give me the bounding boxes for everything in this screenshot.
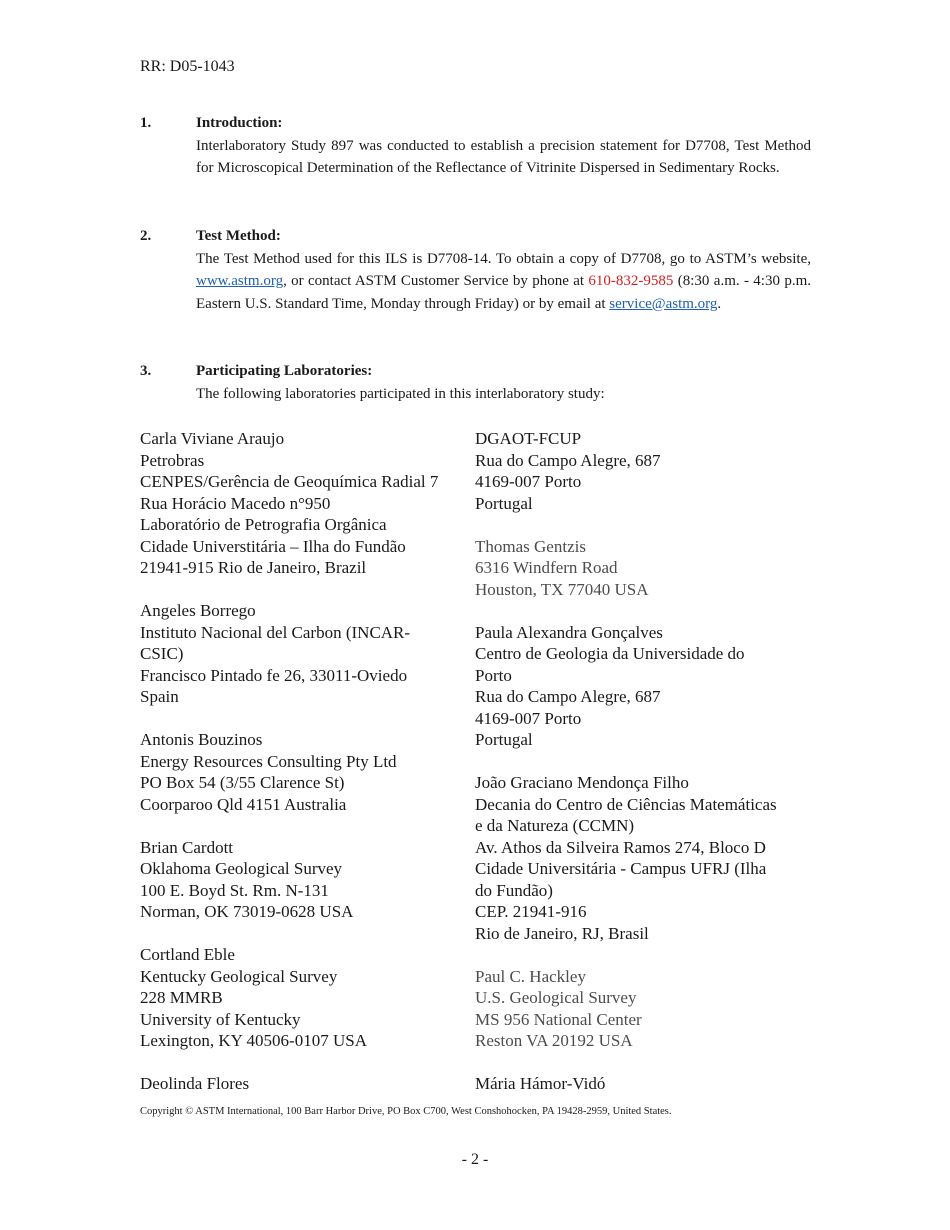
laboratory-contact-name: Antonis Bouzinos (140, 730, 263, 749)
address-line: 100 E. Boyd St. Rm. N-131 (140, 880, 329, 900)
address-line: Francisco Pintado fe 26, 33011-Oviedo (140, 665, 408, 685)
laboratory-address (475, 428, 815, 514)
address-line: Decania do Centro de Ciências Matemáticas (475, 794, 777, 814)
laboratory-address (140, 729, 470, 815)
laboratory-contact-name: Mária Hámor-Vidó (475, 1074, 606, 1093)
laboratory-contact-name: Thomas Gentzis (475, 536, 586, 556)
section-title: Participating Laboratories: (196, 363, 373, 379)
address-line: Oklahoma Geological Survey (140, 859, 343, 878)
address-line: Reston VA 20192 USA (475, 1031, 633, 1050)
laboratory-contact-name: Paul C. Hackley (475, 966, 586, 986)
address-line: 6316 Windfern Road (475, 558, 618, 577)
laboratory-contact-name: Carla Viviane Araujo (140, 429, 285, 448)
page-number: - 2 - (461, 1151, 489, 1168)
laboratory-contact-name: Angeles Borrego (140, 601, 256, 620)
address-line: e da Natureza (CCMN) (475, 816, 635, 835)
address-line: Energy Resources Consulting Pty Ltd (140, 751, 397, 771)
address-line: Laboratório de Petrografia Orgânica (140, 515, 387, 534)
address-line: 21941-915 Rio de Janeiro, Brazil (140, 558, 367, 577)
address-line: Portugal (475, 730, 533, 749)
address-line: Centro de Geologia da Universidade do (475, 644, 745, 663)
address-line: CENPES/Gerência de Geoquímica Radial 7 (140, 472, 439, 491)
copyright-notice: Copyright © ASTM International, 100 Barr Harbor Drive, PO Box C700, West Conshohocken, PA 19428-2959, United States. (140, 1106, 672, 1117)
address-line: University of Kentucky (140, 1009, 301, 1029)
address-line: Houston, TX 77040 USA (475, 579, 649, 599)
address-line: CEP. 21941-916 (475, 902, 587, 921)
address-line: 228 MMRB (140, 988, 223, 1007)
section-title: Test Method: (196, 228, 281, 244)
address-line: Rua Horácio Macedo n°950 (140, 493, 331, 513)
text-part: The Test Method used for this ILS is D7708-14. To obtain a copy of D7708, go to ASTM’s website, (196, 250, 811, 267)
address-line: CSIC) (140, 644, 184, 663)
section-text: Interlaboratory Study 897 was conducted to establish a precision statement for D7708, Test Method for Microscopical Determination of the Reflectance of Vitrinite Dispersed in Sedimentary Rocks. (196, 137, 811, 176)
address-line: Rua do Campo Alegre, 687 (475, 687, 661, 706)
section-introduction (140, 112, 811, 180)
address-line: Cidade Universitária - Campus UFRJ (Ilha (475, 859, 767, 878)
address-line: Coorparoo Qld 4151 Australia (140, 794, 347, 814)
section-number: 1. (140, 115, 152, 131)
address-line: Instituto Nacional del Carbon (INCAR- (140, 622, 411, 642)
laboratory-address (140, 428, 470, 579)
section-title: Introduction: (196, 115, 283, 131)
report-number: RR: D05-1043 (140, 58, 235, 75)
address-line: Lexington, KY 40506-0107 USA (140, 1031, 367, 1050)
laboratory-contact-name: DGAOT-FCUP (475, 429, 582, 448)
laboratory-address (475, 1073, 815, 1095)
address-line: Petrobras (140, 450, 205, 470)
address-line: Kentucky Geological Survey (140, 966, 338, 986)
laboratory-address (140, 944, 470, 1052)
address-line: MS 956 National Center (475, 1009, 642, 1029)
laboratory-address (140, 837, 470, 923)
address-line: Portugal (475, 493, 533, 513)
address-line: 4169-007 Porto (475, 472, 582, 491)
service-email-link[interactable]: service@astm.org (609, 295, 718, 312)
address-line: Rua do Campo Alegre, 687 (475, 450, 661, 470)
address-line: do Fundão) (475, 880, 553, 900)
laboratory-address (140, 1073, 470, 1095)
address-line: U.S. Geological Survey (475, 988, 637, 1007)
laboratory-contact-name: Paula Alexandra Gonçalves (475, 622, 663, 642)
section-number: 2. (140, 228, 152, 244)
address-line: PO Box 54 (3/55 Clarence St) (140, 773, 345, 792)
address-line: Norman, OK 73019-0628 USA (140, 902, 354, 921)
address-line: Porto (475, 665, 512, 685)
laboratory-contact-name: Deolinda Flores (140, 1074, 250, 1093)
phone-number: 610-832-9585 (588, 273, 674, 289)
laboratory-contact-name: Cortland Eble (140, 945, 235, 964)
text-part: . (717, 295, 722, 312)
laboratory-address (140, 600, 470, 708)
section-text (196, 248, 811, 316)
text-part: , or contact ASTM Customer Service by phone at (283, 273, 589, 289)
laboratory-address (475, 536, 815, 601)
section-number: 3. (140, 363, 152, 379)
astm-website-link[interactable]: www.astm.org (196, 273, 284, 289)
address-line: Spain (140, 687, 179, 706)
laboratories-left-column (140, 428, 470, 1116)
text-part: (8:30 a.m. - 4:30 p.m. Eastern U.S. Standard Time, Monday through Friday) or by email at (196, 273, 811, 312)
laboratory-contact-name: Brian Cardott (140, 837, 234, 857)
address-line: 4169-007 Porto (475, 708, 582, 728)
address-line: Cidade Universtitária – Ilha do Fundão (140, 536, 406, 556)
laboratories-right-column (475, 428, 815, 1116)
section-participating-laboratories (140, 360, 811, 405)
address-line: Av. Athos da Silveira Ramos 274, Bloco D (475, 837, 766, 857)
section-test-method (140, 225, 811, 315)
address-line: Rio de Janeiro, RJ, Brasil (475, 923, 649, 943)
laboratory-address (475, 772, 815, 944)
laboratory-address (475, 966, 815, 1052)
laboratory-contact-name: João Graciano Mendonça Filho (475, 773, 689, 792)
laboratory-address (475, 622, 815, 751)
section-text: The following laboratories participated in this interlaboratory study: (196, 385, 605, 402)
